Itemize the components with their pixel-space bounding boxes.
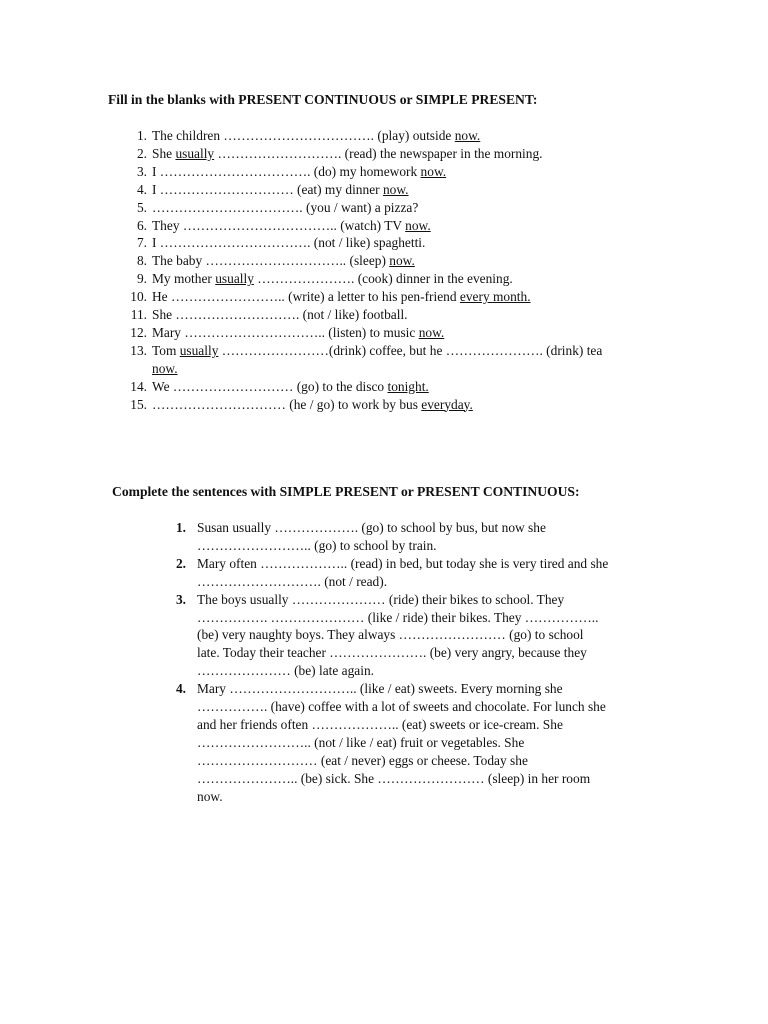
sentence-text: I ……………………………. (do) my homework [152,163,421,179]
underlined-keyword: now. [420,163,447,179]
underlined-keyword: tonight. [387,378,429,394]
sentence-line: late. Today their teacher …………………. (be) very angry, because they [197,645,587,661]
item-number: 2. [175,555,186,571]
sentence-text: He …………………….. (write) a letter to his pen-friend [152,289,460,305]
item-number: 5. [136,199,147,215]
exercise2-item [0,591,768,681]
sentence-text: …………………. (cook) dinner in the evening. [253,271,513,287]
sentence-line: ……………. (have) coffee with a lot of sweets and chocolate. For lunch she [197,699,606,715]
exercise1-item [0,306,768,324]
sentence-line: …………………….. (go) to school by train. [197,537,437,553]
exercise2-item [0,555,768,591]
item-number: 4. [175,681,186,697]
sentence-line: ……………………… (eat / never) eggs or cheese. Today she [197,752,528,768]
exercise1-item [0,270,768,288]
underlined-keyword: now. [418,324,445,340]
underlined-keyword: now. [405,217,431,233]
sentence-text: ……………………(drink) coffee, but he …………………. (drink) tea [218,342,603,358]
item-number: 3. [136,163,147,179]
sentence-text: ……………………………. (you / want) a pizza? [152,199,419,215]
item-number: 10. [130,289,147,305]
sentence [152,342,768,360]
exercise1-item [0,396,768,414]
sentence-text: Tom [152,342,180,358]
sentence-line: and her friends often ……………….. (eat) sweets or ice-cream. She [197,716,563,732]
sentence [152,252,768,270]
sentence-line: Susan usually ………………. (go) to school by bus, but now she [197,520,546,535]
sentence-text: I ……………………………. (not / like) spaghetti. [152,235,426,251]
exercise1-item [0,127,768,145]
sentence-line: …………………….. (not / like / eat) fruit or vegetables. She [197,734,525,750]
sentence [152,306,768,324]
exercise1-item [0,163,768,181]
sentence [152,234,768,252]
sentence-text: Mary ………………………….. (listen) to music [152,324,419,340]
exercise1-item [0,217,768,235]
sentence-text: She ………………………. (not / like) football. [152,307,408,323]
sentence-text: ………………………. (read) the newspaper in the morning. [214,145,543,161]
sentence-text: We ……………………… (go) to the disco [152,378,388,394]
sentence [152,324,768,342]
item-number: 8. [136,253,147,269]
item-number: 12. [130,324,147,340]
sentence [152,127,768,145]
exercise2-title: Complete the sentences with SIMPLE PRESENT or PRESENT CONTINUOUS: [112,484,580,499]
item-number: 7. [136,235,147,251]
sentence-text: The baby ………………………….. (sleep) [152,253,390,269]
underlined-keyword: usually [215,271,254,287]
exercise2-list [0,519,768,806]
sentence-text: The children ……………………………. (play) outside [152,128,455,143]
sentence-line: ……………. ………………… (like / ride) their bikes. They …………….. [197,609,599,625]
item-number: 13. [130,342,147,358]
underlined-keyword: usually [179,342,219,358]
sentence [152,396,768,414]
sentence-text: I ………………………… (eat) my dinner [152,181,383,197]
sentence-line: (be) very naughty boys. They always …………………… (go) to school [197,627,584,643]
exercise1-item [0,324,768,342]
sentence [152,217,768,235]
exercise1-item [0,234,768,252]
exercise1-item [0,252,768,270]
sentence-line: ………………….. (be) sick. She …………………… (sleep) in her room [197,770,591,786]
sentence-text: ………………………… (he / go) to work by bus [152,396,422,412]
sentence-line: ………………………. (not / read). [197,573,388,589]
exercise1-title: Fill in the blanks with PRESENT CONTINUOUS or SIMPLE PRESENT: [108,92,538,107]
underlined-keyword: every month. [459,289,531,305]
item-number: 1. [136,128,147,143]
item-number: 2. [136,145,147,161]
exercise1-item [0,288,768,306]
item-number: 4. [136,181,147,197]
sentence [152,163,768,181]
item-number: 1. [175,520,186,535]
sentence-line: now. [197,788,223,804]
underlined-keyword: now. [454,128,481,143]
item-number: 14. [130,378,147,394]
sentence [152,199,768,217]
item-number: 15. [130,396,147,412]
exercise2-item [0,680,768,805]
sentence-line: Mary ……………………….. (like / eat) sweets. Every morning she [197,681,563,697]
underlined-keyword: usually [175,145,215,161]
sentence-text: My mother [152,271,216,287]
exercise1-item [0,378,768,396]
sentence [152,181,768,199]
sentence-line: Mary often ……………….. (read) in bed, but today she is very tired and she [197,555,609,571]
sentence-line: ………………… (be) late again. [197,663,375,679]
exercise1-item [0,199,768,217]
sentence [152,270,768,288]
sentence-line: The boys usually ………………… (ride) their bikes to school. They [197,591,565,607]
exercise1-item [0,342,768,378]
underlined-keyword: now. [382,181,409,197]
sentence-text: They …………………………….. (watch) TV [152,217,406,233]
item-number: 3. [175,591,186,607]
sentence-text: She [152,145,176,161]
exercise1-item [0,181,768,199]
exercise1-list [0,127,768,414]
item-number: 11. [130,307,147,323]
sentence [152,378,768,396]
exercise2-item [0,519,768,555]
sentence [152,145,768,163]
underlined-keyword: everyday. [421,396,473,412]
item-number: 9. [136,271,147,287]
exercise1-item [0,145,768,163]
underlined-keyword: now. [389,253,415,269]
sentence [152,288,768,306]
underlined-keyword: now. [152,360,178,376]
item-number: 6. [136,217,147,233]
